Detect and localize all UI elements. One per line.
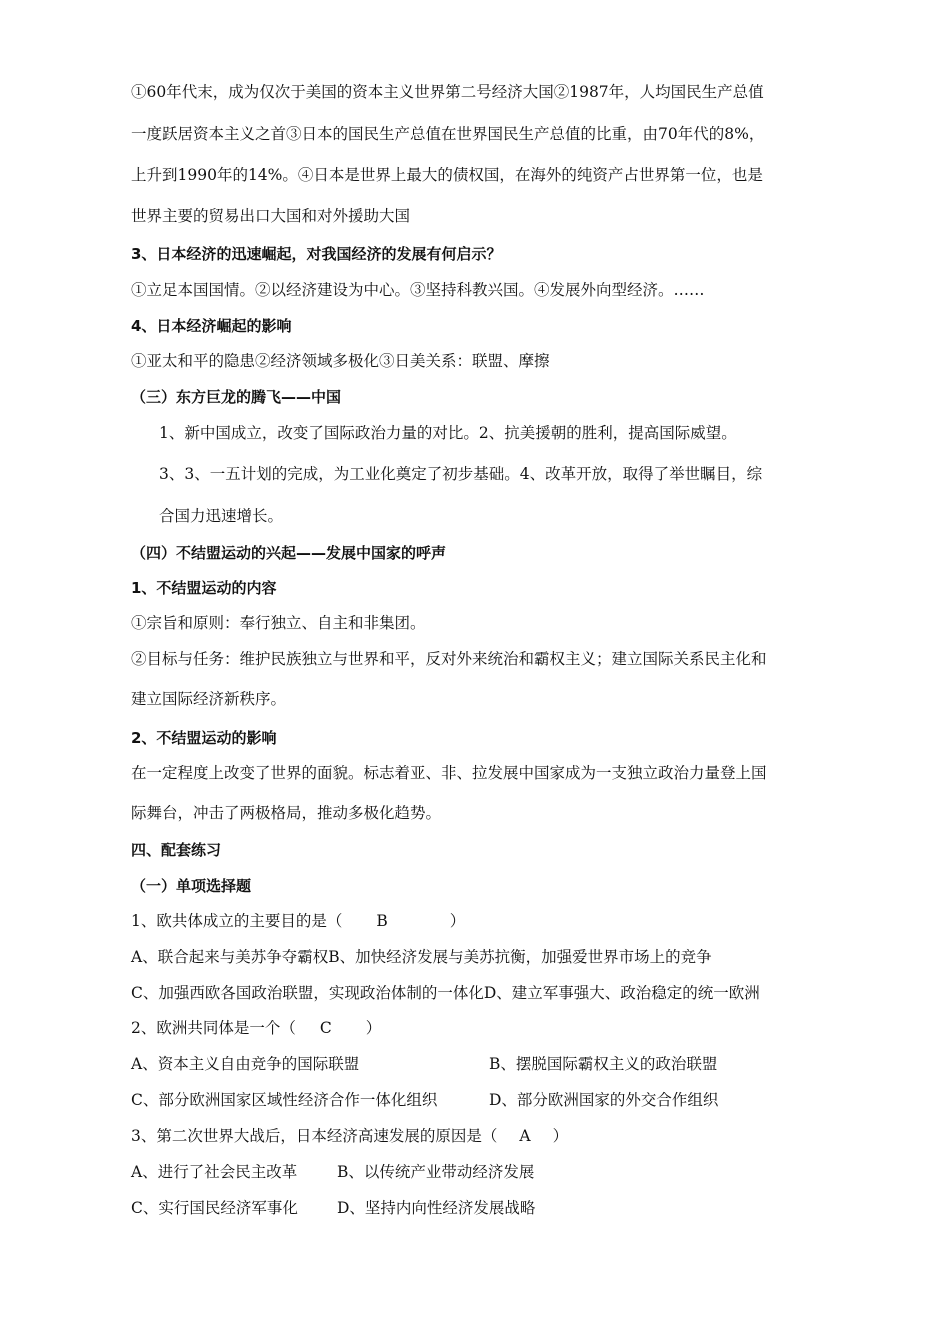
option-a: A、进行了社会民主改革 [131,1163,298,1181]
section-heading: 四、配套练习 [131,841,222,859]
list-item: 建立国际经济新秩序。 [131,690,287,708]
answer-text: ①立足本国国情。②以经济建设为中心。③坚持科教兴国。④发展外向型经济。…… [131,281,705,299]
options-line: C、加强西欧各国政治联盟，实现政治体制的一体化D、建立军事强大、政治稳定的统一欧洲 [131,984,760,1002]
option-a: A、资本主义自由竞争的国际联盟 [131,1055,360,1073]
answer-letter: B [376,912,388,930]
sub-heading: 2、不结盟运动的影响 [131,729,277,747]
paragraph-line: 上升到1990年的14%。④日本是世界上最大的债权国，在海外的纯资产占世界第一位，也是 [131,166,763,184]
list-item: ①宗旨和原则：奉行独立、自主和非集团。 [131,614,426,632]
answer-letter: A [519,1127,531,1145]
close-paren: ） [365,1019,382,1037]
option-c: C、部分欧洲国家区域性经济合作一体化组织 [131,1091,438,1109]
options-line: A、联合起来与美苏争夺霸权B、加快经济发展与美苏抗衡，加强爱世界市场上的竞争 [131,948,712,966]
paragraph-line: 在一定程度上改变了世界的面貌。标志着亚、非、拉发展中国家成为一支独立政治力量登上国 [131,764,767,782]
sub-heading: 1、不结盟运动的内容 [131,579,277,597]
question-heading: 3、日本经济的迅速崛起，对我国经济的发展有何启示？ [131,245,502,263]
paragraph-line: ①60年代末，成为仅次于美国的资本主义世界第二号经济大国②1987年，人均国民生产总值 [131,83,764,101]
paragraph-line: 一度跃居资本主义之首③日本的国民生产总值在世界国民生产总值的比重，由70年代的8%， [131,125,765,143]
paragraph-line: 1、新中国成立，改变了国际政治力量的对比。2、抗美援朝的胜利，提高国际威望。 [159,424,737,442]
question-heading: 4、日本经济崛起的影响 [131,317,292,335]
answer-letter: C [319,1019,332,1037]
list-item: ②目标与任务：维护民族独立与世界和平，反对外来统治和霸权主义；建立国际关系民主化和 [131,650,767,668]
section-heading: （三）东方巨龙的腾飞——中国 [131,388,342,406]
option-b: B、摆脱国际霸权主义的政治联盟 [489,1055,718,1073]
question-stem [131,1018,381,1038]
question-text: 2、欧洲共同体是一个（ [131,1019,296,1037]
question-stem [131,911,465,931]
question-text: 3、第二次世界大战后，日本经济高速发展的原因是（ [131,1127,498,1145]
sub-heading: （一）单项选择题 [131,877,252,895]
paragraph-line: 3、3、一五计划的完成，为工业化奠定了初步基础。4、改革开放，取得了举世瞩目，综 [159,465,763,483]
close-paren: ） [449,912,466,930]
option-d: D、部分欧洲国家的外交合作组织 [489,1091,719,1109]
option-c: C、实行国民经济军事化 [131,1199,298,1217]
paragraph-line: 世界主要的贸易出口大国和对外援助大国 [131,207,411,225]
section-heading: （四）不结盟运动的兴起——发展中国家的呼声 [131,544,447,562]
close-paren: ） [552,1127,569,1145]
question-stem [131,1126,568,1146]
option-d: D、坚持内向性经济发展战略 [337,1199,536,1217]
option-b: B、以传统产业带动经济发展 [337,1163,535,1181]
paragraph-line: 合国力迅速增长。 [159,507,284,525]
question-text: 1、欧共体成立的主要目的是（ [131,912,343,930]
paragraph-line: 际舞台，冲击了两极格局，推动多极化趋势。 [131,804,442,822]
answer-text: ①亚太和平的隐患②经济领域多极化③日美关系：联盟、摩擦 [131,352,550,370]
